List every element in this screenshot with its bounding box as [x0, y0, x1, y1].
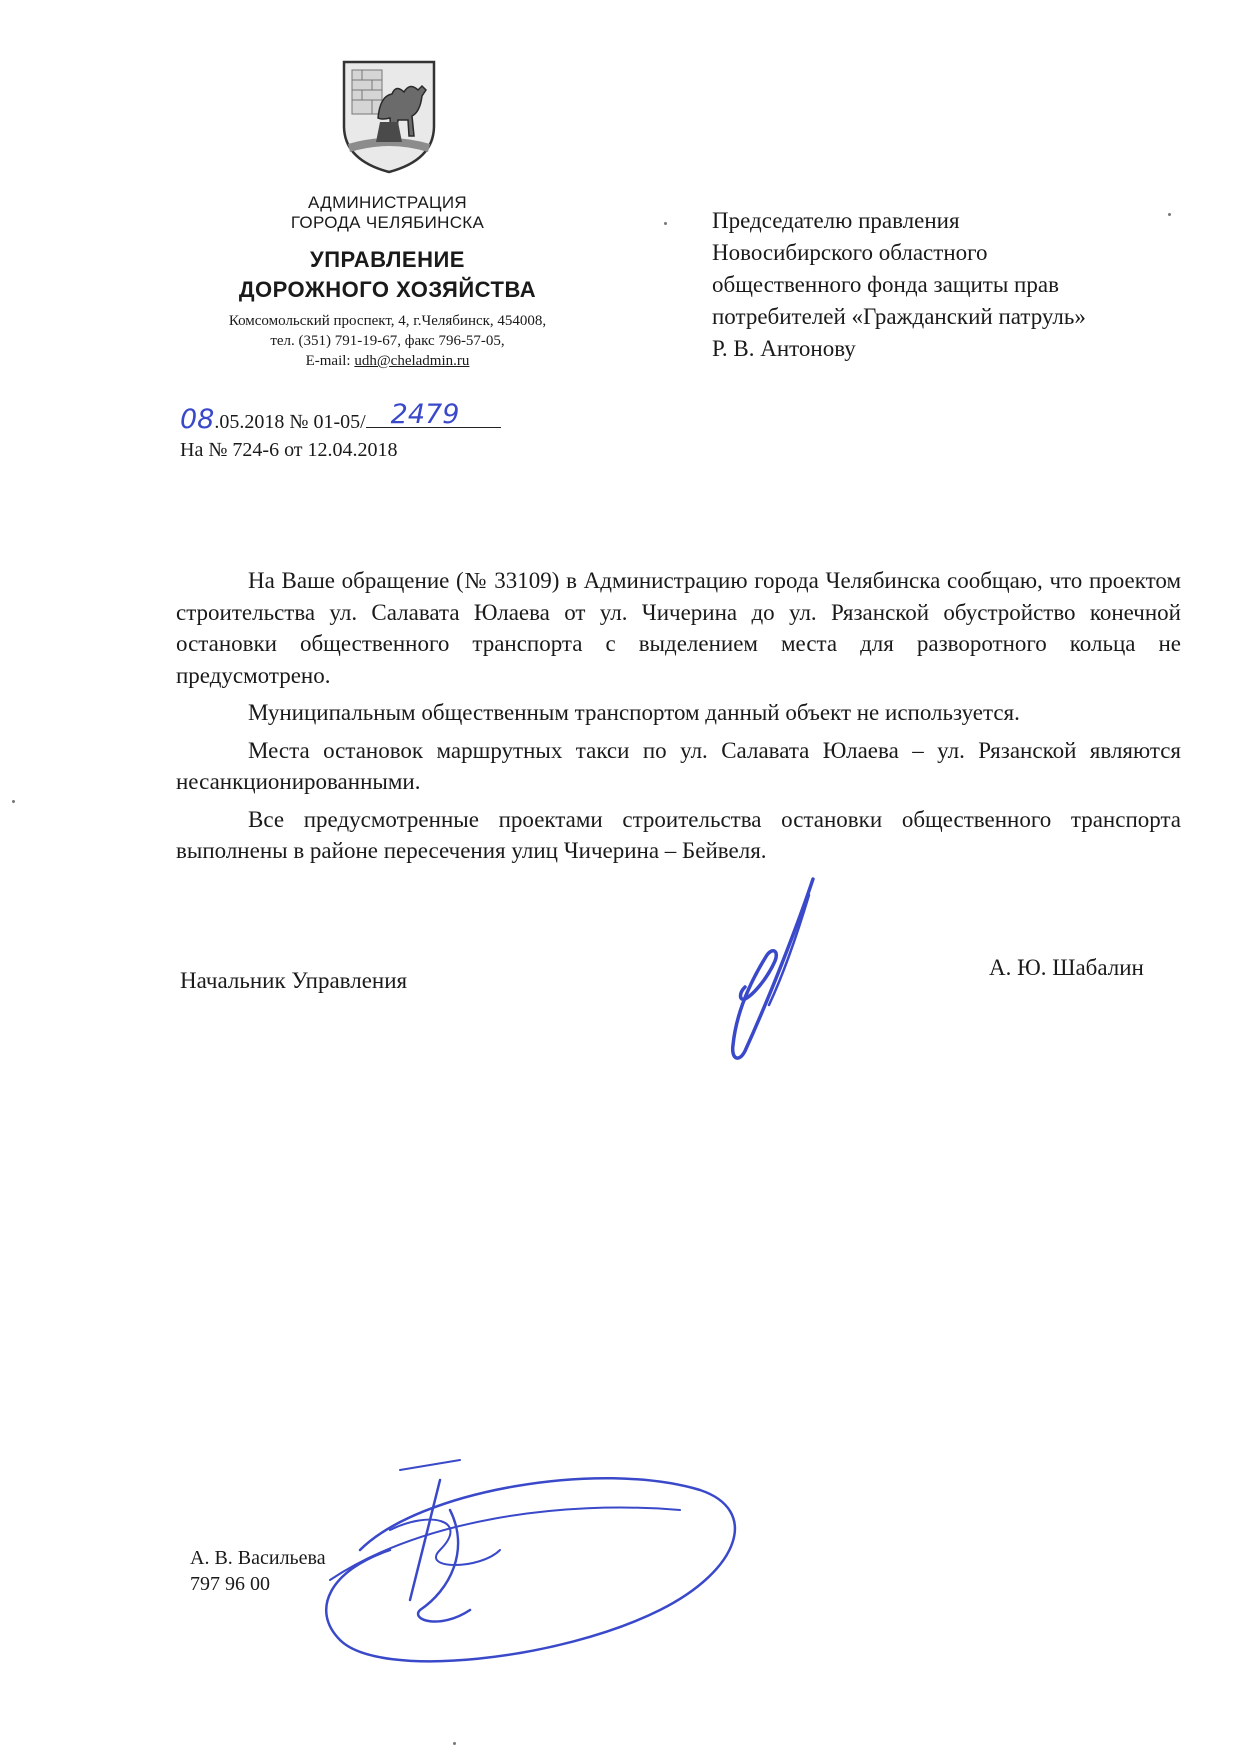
reply-reference: На № 724-6 от 12.04.2018 — [180, 439, 398, 461]
phone-line: тел. (351) 791-19-67, факс 796-57-05, — [270, 333, 505, 349]
executor-signature-icon — [300, 1450, 750, 1680]
registration-block — [180, 399, 560, 464]
scan-speck — [664, 222, 667, 225]
signatory-position: Начальник Управления — [180, 968, 408, 993]
email-link[interactable]: udh@cheladmin.ru — [354, 353, 470, 369]
dept-line-2: ДОРОЖНОГО ХОЗЯЙСТВА — [238, 277, 537, 302]
addressee-line-3: общественного фонда защиты прав — [712, 272, 1059, 297]
paragraph-2: Муниципальным общественным транспортом данный объект не используется. — [248, 700, 1020, 725]
paragraph-3: Места остановок маршрутных такси по ул. Салавата Юлаева – ул. Рязанской являются несанкционированными. — [176, 737, 1181, 794]
addressee-line-5: Р. В. Антонову — [712, 336, 856, 361]
handwritten-number: 2479 — [390, 399, 460, 430]
executor-phone: 797 96 00 — [190, 1573, 270, 1595]
paragraph-4: Все предусмотренные проектами строительства остановки общественного транспорта выполнены в районе пересечения улиц Чичерина – Бейвеля. — [176, 806, 1181, 863]
paragraph-1: На Ваше обращение (№ 33109) в Администрацию города Челябинска сообщаю, что проектом строительства ул. Салавата Юлаева от ул. Чичерина до ул. Рязанской обустройство конечной остановки общественного транспорта с выделением места для разворотного кольца не предусмотрено. — [176, 568, 1181, 688]
handwritten-day: 08 — [180, 404, 215, 435]
email-line — [170, 351, 605, 371]
scan-speck — [453, 1742, 456, 1745]
address-line: Комсомольский проспект, 4, г.Челябинск, 454008, — [228, 313, 547, 329]
scan-speck — [12, 800, 15, 803]
signatory-name: А. Ю. Шабалин — [989, 955, 1144, 980]
scan-speck — [1168, 213, 1171, 216]
dept-line-1: УПРАВЛЕНИЕ — [310, 247, 465, 272]
executor-name: А. В. Васильева — [190, 1547, 326, 1569]
admin-line-1: АДМИНИСТРАЦИЯ — [308, 193, 467, 212]
contact-info — [170, 311, 605, 371]
administration-title — [170, 193, 605, 233]
addressee-block — [712, 205, 1086, 365]
number-line — [366, 399, 501, 430]
outgoing-number — [180, 399, 560, 436]
addressee-line-2: Новосибирского областного — [712, 240, 988, 265]
email-label: E-mail: — [305, 353, 355, 369]
addressee-line-4: потребителей «Гражданский патруль» — [712, 304, 1086, 329]
department-title — [170, 245, 605, 305]
handwritten-signature-icon — [705, 875, 825, 1065]
letter-body — [176, 565, 1181, 873]
addressee-line-1: Председателю правления — [712, 208, 960, 233]
admin-line-2: ГОРОДА ЧЕЛЯБИНСКА — [290, 213, 485, 232]
date-and-number: .05.2018 № 01-05/ — [214, 411, 366, 433]
coat-of-arms-icon — [338, 56, 440, 176]
